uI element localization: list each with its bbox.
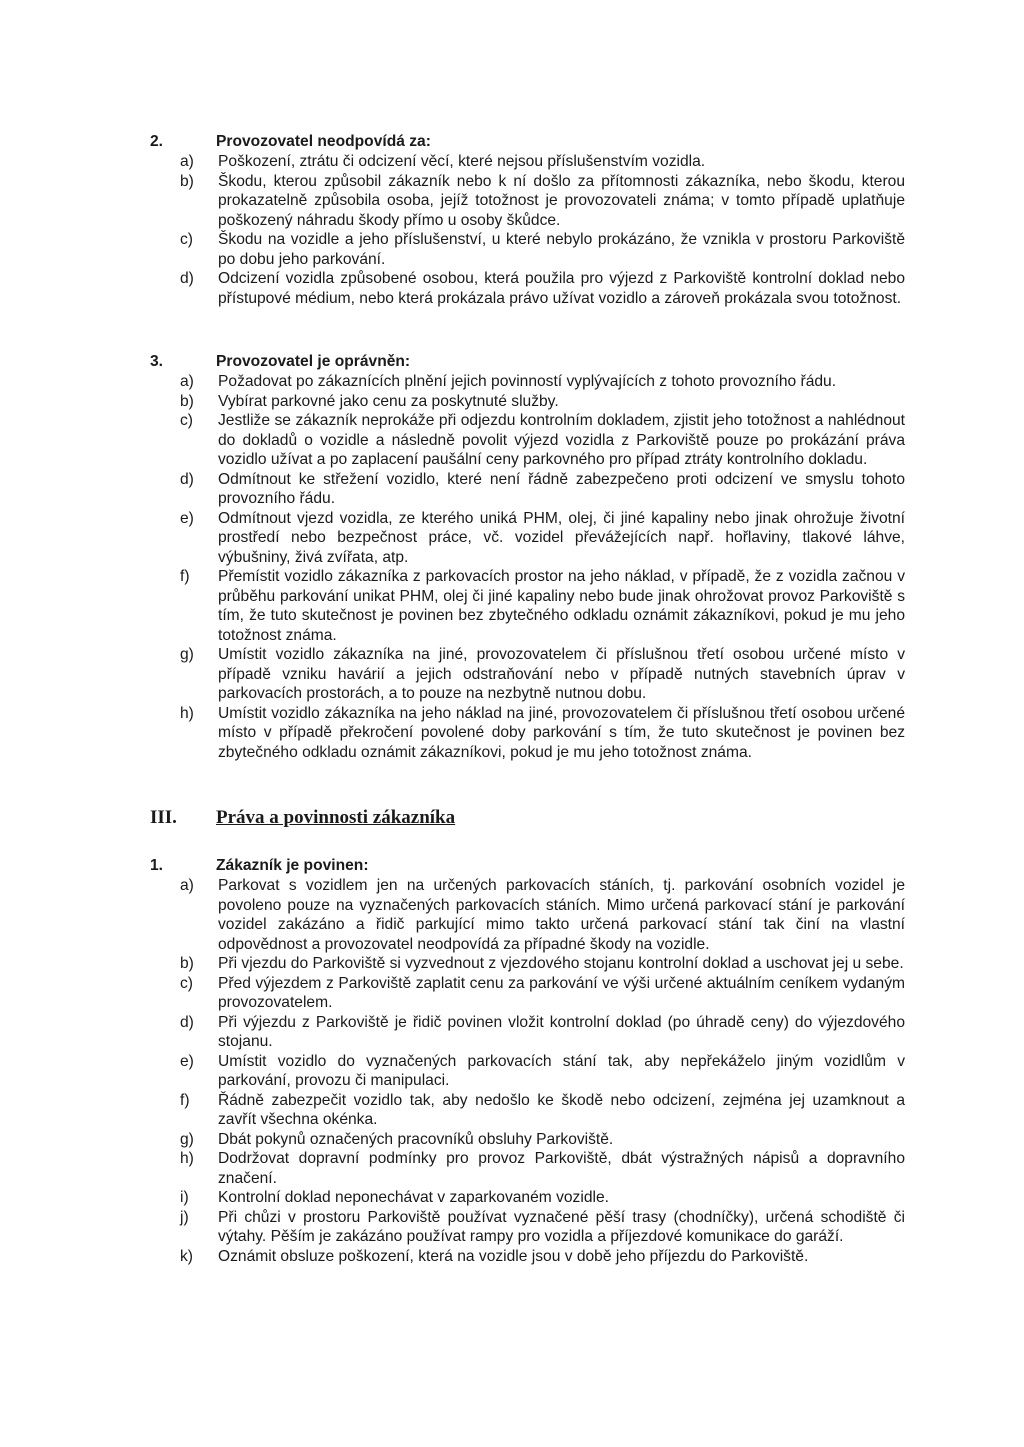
list-item	[180, 954, 905, 974]
list-item	[180, 1013, 905, 1052]
item-text: Jestliže se zákazník neprokáže při odjezdu kontrolním dokladem, zjistit jeho totožnost a nahlédnout do dokladů o vozidle a následně povolit výjezd vozidla z Parkoviště pouze po prokázání práva vozidlo užívat a po zaplacení paušální ceny parkovného pro případ ztráty kontrolního dokladu.	[218, 412, 905, 468]
section-2-list	[180, 152, 905, 308]
item-text: Umístit vozidlo zákazníka na jiné, provozovatelem či příslušnou třetí osobou určené místo v případě vzniku havárií a jejich odstraňování nebo v případě nutných stavebních úprav v parkovacích prostorách, a to pouze na nezbytně nutnou dobu.	[218, 646, 905, 702]
chapter-number: III.	[150, 807, 177, 828]
item-text: Při vjezdu do Parkoviště si vyzvednout z vjezdového stojanu kontrolní doklad a uschovat jej u sebe.	[218, 955, 904, 972]
section-1-list	[180, 876, 905, 1266]
list-item	[180, 1208, 905, 1247]
item-text: Škodu na vozidle a jeho příslušenství, u které nebylo prokázáno, že vznikla v prostoru Parkoviště po dobu jeho parkování.	[218, 231, 905, 268]
list-item	[180, 876, 905, 954]
item-text: Při chůzi v prostoru Parkoviště používat vyznačené pěší trasy (chodníčky), určená schodiště či výtahy. Pěším je zakázáno používat rampy pro vozidla a příjezdové komunikace do garáží.	[218, 1208, 905, 1245]
section-title: Provozovatel neodpovídá za:	[216, 133, 431, 150]
list-item	[180, 470, 905, 509]
item-text: Odcizení vozidla způsobené osobou, která použila pro výjezd z Parkoviště kontrolní doklad nebo přístupové médium, nebo která prokázala právo užívat vozidlo a zároveň prokázala svou totožnost.	[218, 270, 905, 307]
item-letter: i)	[180, 1189, 189, 1206]
item-letter: c)	[180, 974, 193, 992]
item-text: Vybírat parkovné jako cenu za poskytnuté služby.	[218, 392, 559, 410]
section-title: Provozovatel je oprávněn:	[216, 353, 411, 370]
item-letter: d)	[180, 1013, 194, 1031]
item-letter: a)	[180, 877, 194, 894]
list-item	[180, 1052, 905, 1091]
item-letter: c)	[180, 231, 193, 248]
list-item	[180, 152, 905, 172]
list-item	[180, 567, 905, 645]
section-title: Zákazník je povinen:	[216, 857, 369, 874]
section-3-list	[180, 372, 905, 762]
item-letter: c)	[180, 412, 193, 429]
item-text: Umístit vozidlo zákazníka na jeho náklad na jiné, provozovatelem či příslušnou třetí osobou určené místo v případě překročení povolené doby parkování s tím, že tuto skutečnost je povinen bez zbytečného odkladu oznámit zákazníkovi, pokud je mu jeho totožnost známa.	[218, 704, 905, 761]
list-item	[180, 645, 905, 704]
list-item	[180, 230, 905, 269]
list-item	[180, 974, 905, 1013]
item-text: Požadovat po zákaznících plnění jejich povinností vyplývajících z tohoto provozního řádu.	[218, 373, 837, 390]
list-item	[180, 1247, 905, 1267]
item-text: Dodržovat dopravní podmínky pro provoz Parkoviště, dbát výstražných nápisů a dopravního značení.	[218, 1150, 905, 1187]
section-number: 2.	[150, 133, 164, 150]
item-text: Před výjezdem z Parkoviště zaplatit cenu za parkování ve výši určené aktuálním ceníkem vydaným provozovatelem.	[218, 974, 905, 1011]
item-text: Poškození, ztrátu či odcizení věcí, které nejsou příslušenstvím vozidla.	[218, 153, 706, 170]
item-text: Řádně zabezpečit vozidlo tak, aby nedošlo ke škodě nebo odcizení, zejména jej uzamknout a zavřít všechna okénka.	[218, 1091, 905, 1128]
item-text: Umístit vozidlo do vyznačených parkovacích stání tak, aby nepřekáželo jiným vozidlům v parkování, provozu či manipulaci.	[218, 1052, 905, 1089]
item-letter: f)	[180, 1091, 190, 1109]
list-item	[180, 172, 905, 231]
item-letter: g)	[180, 646, 194, 663]
item-text: Odmítnout ke střežení vozidlo, které není řádně zabezpečeno proti odcizení ve smyslu tohoto provozního řádu.	[218, 470, 905, 507]
list-item	[180, 1091, 905, 1130]
item-letter: h)	[180, 704, 194, 722]
item-text: Parkovat s vozidlem jen na určených parkovacích stáních, tj. parkování osobních vozidel je povoleno pouze na vyznačených parkovacích stáních. Mimo určená parkovací stání je parkování vozidel zakázáno a řidič parkující mimo takto určená parkovací stání tak činí na vlastní odpovědnost a provozovatel neodpovídá za případné škody na vozidle.	[218, 877, 905, 953]
item-letter: b)	[180, 172, 194, 190]
item-letter: k)	[180, 1247, 193, 1265]
item-text: Dbát pokynů označených pracovníků obsluhy Parkoviště.	[218, 1130, 614, 1148]
item-letter: b)	[180, 955, 194, 972]
section-number: 1.	[150, 857, 164, 874]
list-item	[180, 704, 905, 763]
list-item	[180, 269, 905, 308]
item-letter: d)	[180, 270, 194, 287]
item-text: Škodu, kterou způsobil zákazník nebo k ní došlo za přítomnosti zákazníka, nebo škodu, kterou prokazatelně způsobila osoba, jejíž totožnost je provozovateli známa; v tomto případě uplatňuje poškozený náhradu škody přímo u osoby škůdce.	[218, 172, 905, 229]
item-letter: a)	[180, 153, 194, 170]
item-text: Kontrolní doklad neponechávat v zaparkovaném vozidle.	[218, 1189, 609, 1206]
list-item	[180, 1188, 905, 1208]
list-item	[180, 1149, 905, 1188]
list-item	[180, 411, 905, 470]
item-letter: b)	[180, 392, 194, 410]
item-letter: d)	[180, 470, 194, 488]
item-text: Při výjezdu z Parkoviště je řidič povinen vložit kontrolní doklad (po úhradě ceny) do výjezdového stojanu.	[218, 1013, 905, 1050]
item-text: Odmítnout vjezd vozidla, ze kterého uniká PHM, olej, či jiné kapaliny nebo jinak ohrožuje životní prostředí nebo bezpečnost práce, vč. vozidel převážejících např. hořlaviny, tlakové láhve, výbušniny, živá zvířata, atp.	[218, 509, 905, 566]
item-letter: h)	[180, 1150, 194, 1167]
list-item	[180, 509, 905, 568]
item-letter: e)	[180, 509, 194, 527]
item-letter: f)	[180, 568, 190, 585]
item-text: Přemístit vozidlo zákazníka z parkovacích prostor na jeho náklad, v případě, že z vozidla začnou v průběhu parkování unikat PHM, olej či jiné kapaliny nebo bude jinak ohrožovat provoz Parkoviště s tím, že tuto skutečnost je povinen bez zbytečného odkladu oznámit zákazníkovi, pokud je mu jeho totožnost známa.	[218, 568, 905, 644]
chapter-title: Práva a povinnosti zákazníka	[216, 807, 456, 828]
list-item	[180, 392, 905, 412]
item-letter: a)	[180, 373, 194, 390]
list-item	[180, 372, 905, 392]
list-item	[180, 1130, 905, 1150]
section-number: 3.	[150, 353, 164, 370]
item-text: Oznámit obsluze poškození, která na vozidle jsou v době jeho příjezdu do Parkoviště.	[218, 1247, 809, 1265]
item-letter: g)	[180, 1130, 194, 1148]
item-letter: e)	[180, 1052, 194, 1070]
item-letter: j)	[180, 1208, 189, 1226]
